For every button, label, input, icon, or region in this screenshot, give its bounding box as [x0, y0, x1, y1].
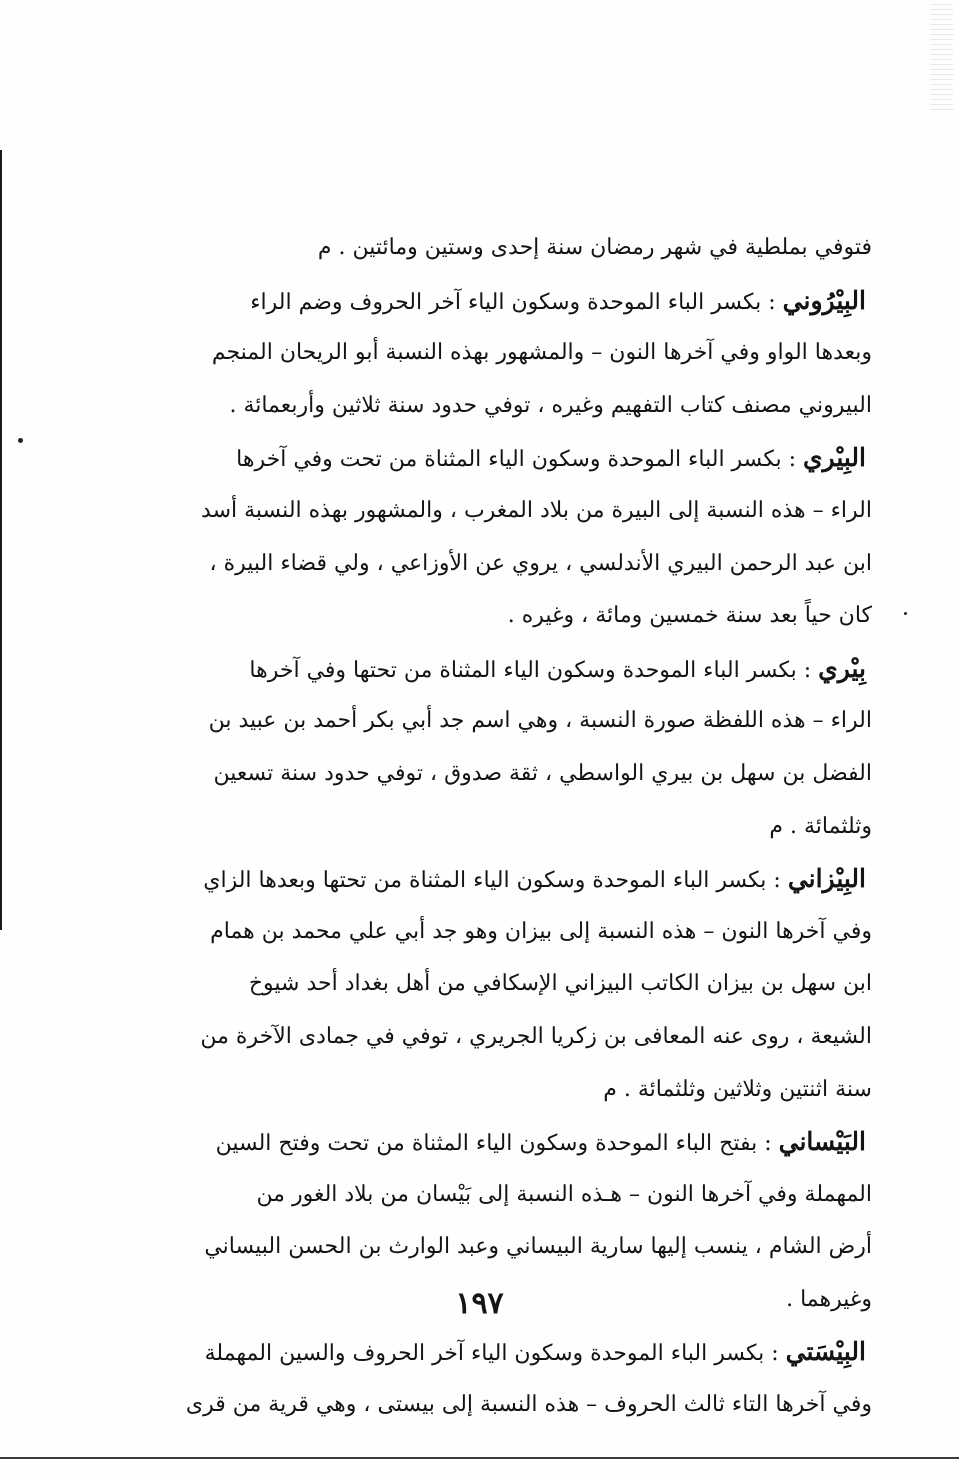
line-text: أرض الشام ، ينسب إليها سارية البيساني وعبد الوارث بن الحسن البيساني — [204, 1234, 872, 1260]
entry-headword: بِيْري — [818, 653, 866, 683]
line-text: سنة اثنتين وثلاثين وثلثمائة . م — [603, 1076, 872, 1102]
text-line — [168, 222, 872, 275]
line-text: وفي آخرها النون – هذه النسبة إلى بيزان وهو جد أبي علي محمد بن همام — [210, 918, 872, 944]
entry-first-line — [168, 1326, 872, 1379]
line-text: البيروني مصنف كتاب التفهيم وغيره ، توفي حدود سنة ثلاثين وأربعمائة . — [229, 392, 872, 418]
line-text: وثلثمائة . م — [769, 813, 872, 839]
text-line — [168, 1221, 872, 1274]
text-line — [168, 1379, 872, 1432]
entry-first-line — [168, 275, 872, 328]
text-line — [168, 590, 872, 643]
line-text: ابن سهل بن بيزان الكاتب البيزاني الإسكافي من أهل بغداد أحد شيوخ — [248, 971, 872, 997]
scan-speckle — [931, 4, 953, 114]
text-line — [168, 695, 872, 748]
text-line — [168, 380, 872, 433]
line-text: ابن عبد الرحمن البيري الأندلسي ، يروي عن الأوزاعي ، ولي قضاء البيرة ، — [209, 550, 872, 576]
line-text: : بفتح الباء الموحدة وسكون الياء المثناة من تحت وفتح السين — [215, 1131, 779, 1157]
entry-headword: البِيْسَتي — [785, 1337, 866, 1367]
text-line — [168, 801, 872, 854]
scan-dot — [904, 612, 907, 615]
line-text: وبعدها الواو وفي آخرها النون – والمشهور بهذه النسبة أبو الريحان المنجم — [211, 340, 872, 366]
entry-headword: البِيْري — [802, 443, 866, 473]
entry-first-line — [168, 432, 872, 485]
text-line — [168, 1064, 872, 1117]
line-text: الشيعة ، روى عنه المعافى بن زكريا الجريري ، توفي في جمادى الآخرة من — [200, 1023, 872, 1049]
line-text: : بكسر الباء الموحدة وسكون الياء آخر الحروف والسين المهملة — [204, 1341, 786, 1367]
text-line — [168, 1169, 872, 1222]
entry-first-line — [168, 643, 872, 696]
entry-first-line — [168, 1116, 872, 1169]
bottom-rule — [0, 1457, 959, 1459]
line-text: الراء – هذه النسبة إلى البيرة من بلاد المغرب ، والمشهور بهذه النسبة أسد — [201, 497, 872, 523]
entry-headword: البِيْزاني — [787, 864, 866, 894]
text-line — [168, 958, 872, 1011]
text-line — [168, 906, 872, 959]
line-text: : بكسر الباء الموحدة وسكون الياء المثناة من تحتها وفي آخرها — [249, 657, 819, 683]
binding-edge — [0, 150, 2, 930]
page-text — [168, 222, 872, 1432]
page-number: ١٩٧ — [455, 1286, 504, 1321]
entry-first-line — [168, 853, 872, 906]
line-text: : بكسر الباء الموحدة وسكون الياء آخر الحروف وضم الراء — [250, 289, 783, 315]
scan-dot — [18, 438, 23, 443]
line-text: المهملة وفي آخرها النون – هـذه النسبة إلى بَيْسان من بلاد الغور من — [256, 1181, 872, 1207]
line-text: الفضل بن سهل بن بيري الواسطي ، ثقة صدوق ، توفي حدود سنة تسعين — [213, 760, 872, 786]
entry-headword: البِيْرُوني — [782, 285, 866, 315]
text-line — [168, 485, 872, 538]
text-line — [168, 538, 872, 591]
line-text: وغيرهما . — [786, 1286, 872, 1312]
line-text: كان حياً بعد سنة خمسين ومائة ، وغيره . — [507, 603, 872, 629]
line-text: فتوفي بملطية في شهر رمضان سنة إحدى وستين ومائتين . م — [317, 235, 872, 260]
line-text: : بكسر الباء الموحدة وسكون الياء المثناة من تحت وفي آخرها — [236, 447, 803, 473]
line-text: الراء – هذه اللفظة صورة النسبة ، وهي اسم جد أبي بكر أحمد بن عبيد بن — [208, 708, 872, 734]
line-text: وفي آخرها التاء ثالث الحروف – هذه النسبة إلى بيستى ، وهي قرية من قرى — [185, 1392, 872, 1418]
text-line — [168, 748, 872, 801]
text-line — [168, 327, 872, 380]
text-line — [168, 1011, 872, 1064]
line-text: : بكسر الباء الموحدة وسكون الياء المثناة من تحتها وبعدها الزاي — [203, 868, 788, 894]
entry-headword: البَيْساني — [778, 1127, 866, 1157]
